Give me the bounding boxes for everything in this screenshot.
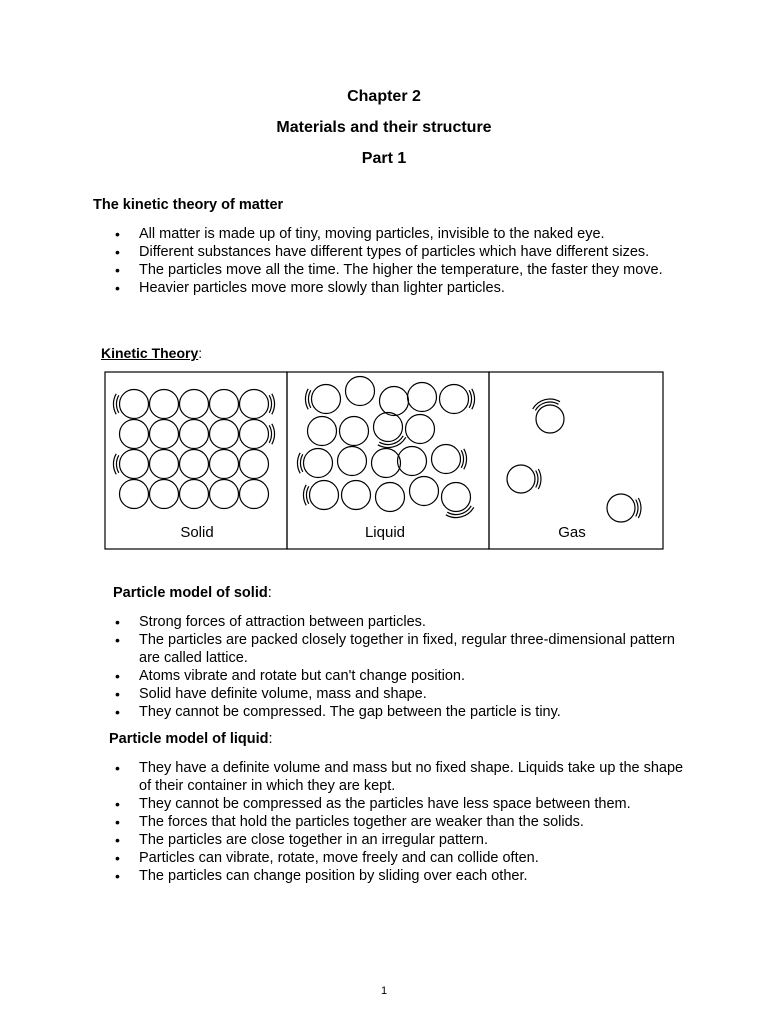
solid-particle <box>180 480 209 509</box>
gas-panel <box>489 372 663 549</box>
solid-particle <box>240 390 269 419</box>
motion-line <box>116 455 118 473</box>
motion-line <box>469 390 471 408</box>
solid-list <box>139 613 679 721</box>
liquid-list <box>139 759 687 885</box>
motion-line <box>636 500 638 517</box>
motion-line <box>300 454 302 472</box>
liquid-particle <box>346 377 375 406</box>
kinetic-theory-heading <box>93 197 283 213</box>
kinetic-theory-list <box>139 225 699 297</box>
page-number: 1 <box>380 985 388 997</box>
solid-particle <box>120 450 149 479</box>
list-item: • They cannot be compressed. The gap between the particle is tiny. <box>139 703 679 721</box>
liquid-particle <box>338 447 367 476</box>
liquid-heading-suffix: : <box>268 731 273 747</box>
motion-line <box>269 395 271 413</box>
liquid-particle <box>440 385 469 414</box>
liquid-particle <box>342 481 371 510</box>
solid-heading-suffix: : <box>267 585 272 601</box>
motion-line <box>536 471 538 488</box>
solid-particle <box>240 450 269 479</box>
liquid-particle <box>408 383 437 412</box>
liquid-particle <box>380 387 409 416</box>
liquid-particle <box>410 477 439 506</box>
figure-label <box>101 345 202 361</box>
liquid-particle <box>308 417 337 446</box>
list-item: • Atoms vibrate and rotate but can't change position. <box>139 667 679 685</box>
part-title: Part 1 <box>361 150 407 167</box>
solid-particle <box>150 390 179 419</box>
solid-heading <box>113 585 272 601</box>
liquid-particle <box>310 481 339 510</box>
solid-panel <box>105 372 287 549</box>
gas-label: Gas <box>558 524 586 541</box>
list-item: • The particles are packed closely together in fixed, regular three-dimensional pattern are called lattice. <box>139 631 679 667</box>
liquid-particle <box>374 413 403 442</box>
list-item: • They cannot be compressed as the particles have less space between them. <box>139 795 687 813</box>
figure-label-text: Kinetic Theory <box>101 345 199 361</box>
list-item: • Strong forces of attraction between particles. <box>139 613 679 631</box>
list-item: • All matter is made up of tiny, moving particles, invisible to the naked eye. <box>139 225 699 243</box>
motion-line <box>306 486 308 504</box>
liquid-particle <box>304 449 333 478</box>
figure-label-suffix: : <box>198 345 203 361</box>
liquid-particle <box>372 449 401 478</box>
solid-particle <box>210 390 239 419</box>
solid-particle <box>180 390 209 419</box>
liquid-particle <box>398 447 427 476</box>
liquid-particle <box>432 445 461 474</box>
liquid-label: Liquid <box>364 524 406 541</box>
list-item: • Solid have definite volume, mass and shape. <box>139 685 679 703</box>
solid-particle <box>210 450 239 479</box>
liquid-particle <box>442 483 471 512</box>
list-item: • The particles move all the time. The higher the temperature, the faster they move. <box>139 261 669 279</box>
solid-particle <box>150 450 179 479</box>
solid-particle <box>150 420 179 449</box>
list-item: • They have a definite volume and mass but no fixed shape. Liquids take up the shape of their container in which they are kept. <box>139 759 687 795</box>
kinetic-theory-heading-text: The kinetic theory of matter <box>93 197 284 213</box>
solid-particle <box>120 390 149 419</box>
motion-line <box>116 395 118 413</box>
solid-heading-text: Particle model of solid <box>113 585 268 601</box>
list-item: • The particles are close together in an irregular pattern. <box>139 831 687 849</box>
motion-line <box>269 425 271 443</box>
chapter-title: Chapter 2 <box>347 88 421 105</box>
liquid-particle <box>376 483 405 512</box>
motion-line <box>308 390 310 408</box>
solid-label: Solid <box>180 524 214 541</box>
liquid-heading-text: Particle model of liquid <box>109 731 269 747</box>
solid-particle <box>210 420 239 449</box>
solid-particle <box>240 480 269 509</box>
list-item: • Particles can vibrate, rotate, move freely and can collide often. <box>139 849 687 867</box>
states-of-matter-figure <box>104 371 664 550</box>
liquid-heading <box>109 731 273 747</box>
solid-particle <box>120 420 149 449</box>
list-item: • The forces that hold the particles together are weaker than the solids. <box>139 813 687 831</box>
list-item: • Different substances have different types of particles which have different sizes. <box>139 243 659 261</box>
solid-particle <box>240 420 269 449</box>
liquid-particle <box>340 417 369 446</box>
gas-particle <box>607 494 635 522</box>
solid-particle <box>180 420 209 449</box>
gas-particle <box>507 465 535 493</box>
list-item: • Heavier particles move more slowly than lighter particles. <box>139 279 699 297</box>
solid-particle <box>150 480 179 509</box>
gas-particle <box>536 405 564 433</box>
liquid-particle <box>312 385 341 414</box>
solid-particle <box>210 480 239 509</box>
liquid-particle <box>406 415 435 444</box>
chapter-subtitle: Materials and their structure <box>276 119 492 136</box>
solid-particle <box>120 480 149 509</box>
liquid-panel <box>287 372 489 549</box>
motion-line <box>461 450 463 468</box>
list-item: • The particles can change position by sliding over each other. <box>139 867 687 885</box>
solid-particle <box>180 450 209 479</box>
